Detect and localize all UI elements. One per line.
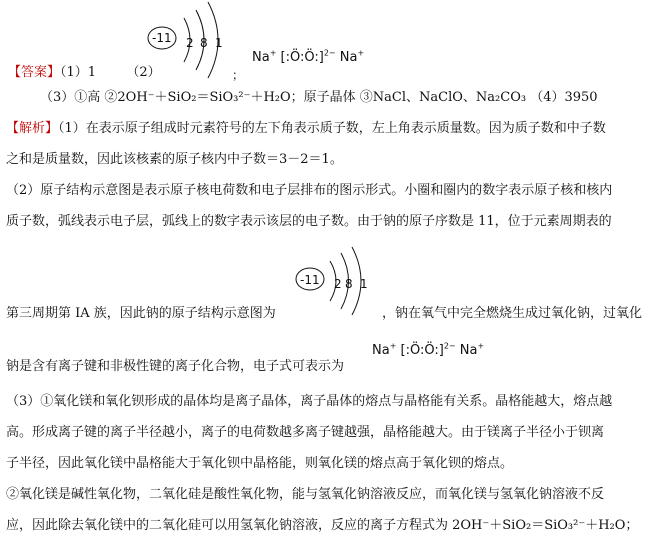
peroxide-core: [:Ö:Ö:] <box>400 343 444 358</box>
analysis-p3-line5: 应，因此除去氧化镁中的二氧化硅可以用氢氧化钠溶液，反应的离子方程式为 2OH⁻＋SiO₂＝SiO₃²⁻＋H₂O； <box>6 518 639 533</box>
analysis-p1-text: （1）在表示原子组成时元素符号的左下角表示质子数，左上角表示质量数。因为质子数和中子数 <box>58 121 606 136</box>
shell-count-1: 2 <box>186 36 194 50</box>
nucleus-label: -11 <box>152 31 172 45</box>
right-ion: Na <box>459 343 478 358</box>
nucleus-label: -11 <box>300 273 320 287</box>
right-ion-charge: + <box>477 341 485 351</box>
right-ion: Na <box>339 50 358 65</box>
left-ion-charge: + <box>269 48 277 58</box>
shell-count-1: 2 <box>334 277 342 291</box>
analysis-p3-line4: ②氧化镁是碱性氧化物，二氧化硅是酸性氧化物，能与氢氧化钠溶液反应，而氧化镁与氢氧化钠溶液不反 <box>6 487 605 502</box>
left-ion: Na <box>372 343 390 358</box>
shell-count-3: 1 <box>360 277 368 291</box>
shell-count-2: 8 <box>200 36 208 50</box>
sodium-peroxide-electron-formula <box>252 50 364 65</box>
analysis-p2-line2: 质子数，弧线表示电子层，弧线上的数字表示该层的电子数。由于钠的原子序数是 11，位于元素周期表的 <box>6 214 612 229</box>
analysis-p3-line3: 子半径，因此氧化镁中晶格能大于氧化钡中晶格能，则氧化镁的熔点高于氧化钡的熔点。 <box>6 456 514 471</box>
left-ion-charge: + <box>389 341 397 351</box>
anion-charge: 2− <box>323 48 336 58</box>
answer-tag: 【答案】 <box>8 65 61 80</box>
shell-count-2: 8 <box>345 277 353 291</box>
shell-count-3: 1 <box>215 36 223 50</box>
answer-line-2: （3）①高 ②2OH⁻＋SiO₂＝SiO₃²⁻＋H₂O；原子晶体 ③NaCl、NaClO、Na₂CO₃ （4）3950 <box>40 90 598 105</box>
answer-line-1 <box>8 64 161 82</box>
sodium-peroxide-electron-formula-2 <box>372 343 484 358</box>
peroxide-core: [:Ö:Ö:] <box>280 50 324 65</box>
analysis-p2-line1: （2）原子结构示意图是表示原子核电荷数和电子层排布的图示形式。小圈和圈内的数字表示原子核和核内 <box>6 183 613 198</box>
right-ion-charge: + <box>357 48 365 58</box>
analysis-p1-line1 <box>6 120 606 138</box>
anion-charge: 2− <box>443 341 456 351</box>
analysis-p2-line3b: ，钠在氧气中完全燃烧生成过氧化钠，过氧化 <box>382 306 643 321</box>
analysis-p3-line1: （3）①氧化镁和氧化钡形成的晶体均是离子晶体，离子晶体的熔点与晶格能有关系。晶格能越大，熔点越 <box>6 394 613 409</box>
analysis-p2-line3a: 第三周期第 IA 族，因此钠的原子结构示意图为 <box>6 306 276 321</box>
analysis-p2-line4: 钠是含有离子键和非极性键的离子化合物，电子式可表示为 <box>6 359 345 374</box>
analysis-p3-line2: 高。形成离子键的离子半径越小，离子的电荷数越多离子键越强，晶格能越大。由于镁离子半径小于钡离 <box>6 425 605 440</box>
left-ion: Na <box>252 50 270 65</box>
analysis-tag: 【解析】 <box>6 121 59 136</box>
answer-part-2: （2） <box>126 65 161 80</box>
answer-separator: ； <box>232 68 245 82</box>
analysis-p1-line2: 之和是质量数，因此该核素的原子核内中子数＝3－2＝1。 <box>6 152 343 167</box>
answer-part-1: （1）1 <box>60 65 97 80</box>
